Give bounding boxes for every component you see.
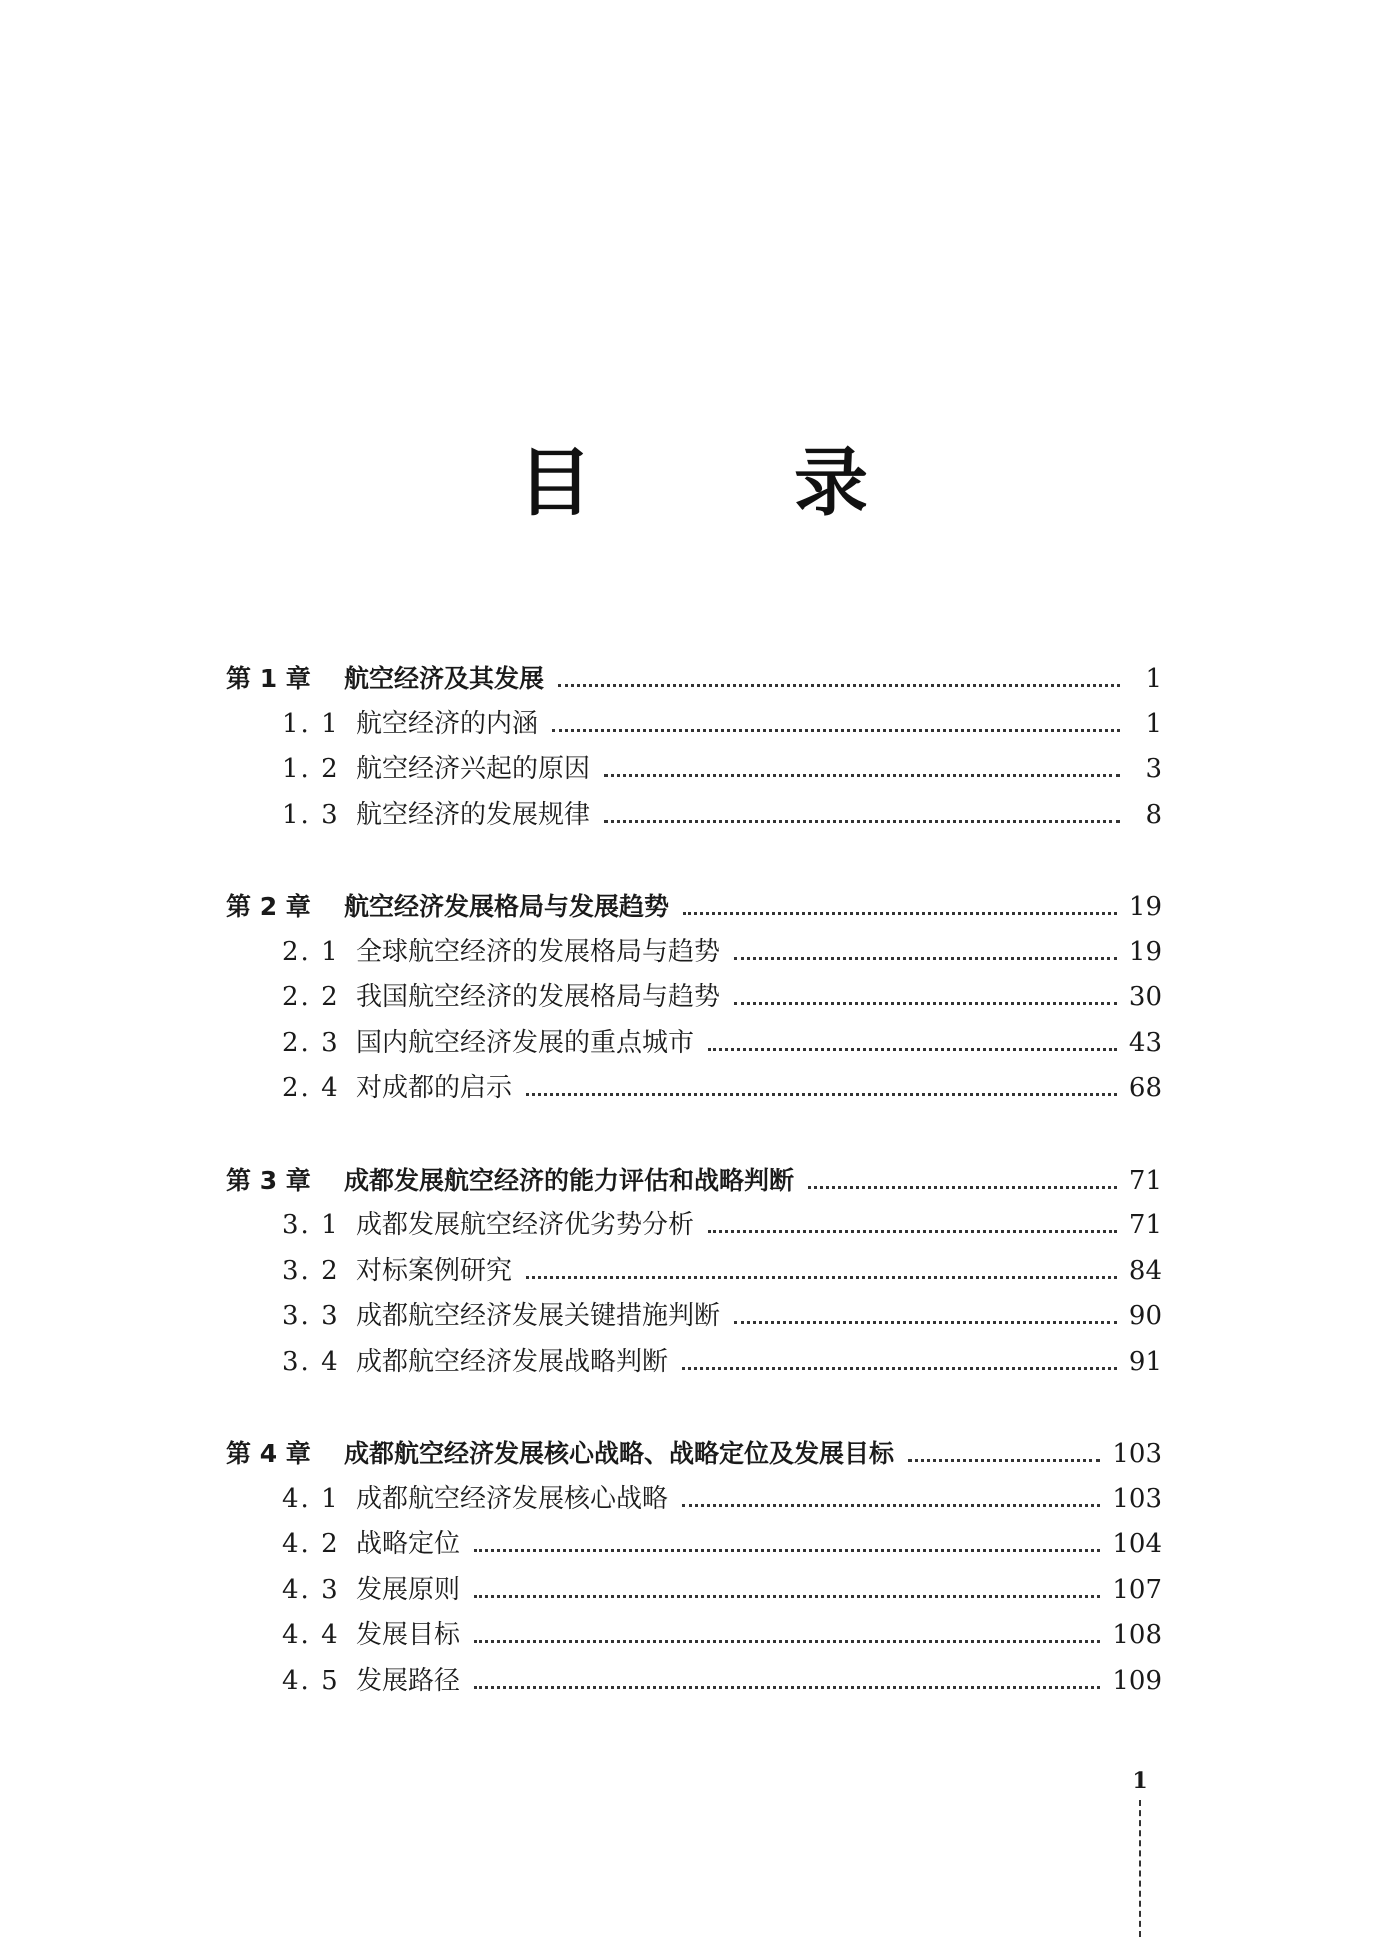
toc-chapter-entry-title: 成都发展航空经济的能力评估和战略判断 (344, 1165, 795, 1195)
toc-section-entry[interactable] (226, 1021, 1162, 1067)
toc-section-entry[interactable] (226, 1203, 1162, 1249)
toc-chapter-block (226, 1431, 1162, 1704)
dot-leader (682, 1367, 1117, 1370)
toc-section-entry-number: 2. 3 (282, 1027, 340, 1058)
toc-section-entry-page-number: 103 (1112, 1483, 1162, 1514)
dot-leader (908, 1459, 1100, 1462)
dot-leader (552, 729, 1120, 732)
dot-leader (474, 1640, 1100, 1643)
toc-section-entry-title: 战略定位 (356, 1529, 461, 1559)
toc-section-entry-number: 2. 4 (282, 1073, 340, 1103)
toc-section-entry[interactable] (226, 1066, 1162, 1112)
dot-leader (526, 1276, 1117, 1279)
dot-leader (474, 1686, 1100, 1689)
toc-section-entry-page-number: 68 (1128, 1073, 1162, 1103)
toc-section-entry-page-number: 19 (1128, 936, 1162, 967)
toc-section-entry-page-number: 90 (1128, 1301, 1162, 1331)
toc-chapter-entry[interactable] (226, 1431, 1162, 1477)
toc-section-entry-page-number: 108 (1112, 1620, 1162, 1650)
toc-section-entry-title: 发展目标 (356, 1620, 461, 1650)
toc-section-entry-number: 3. 2 (282, 1255, 340, 1286)
toc-section-entry-number: 1. 1 (282, 708, 340, 739)
dot-leader (604, 820, 1120, 823)
dot-leader (604, 774, 1120, 777)
toc-chapter-entry-number: 第 4 章 (226, 1439, 311, 1468)
toc-section-entry-number: 1. 3 (282, 799, 340, 830)
toc-section-entry[interactable] (226, 1568, 1162, 1614)
toc-chapter-entry-title: 成都航空经济发展核心战略、战略定位及发展目标 (344, 1439, 895, 1468)
toc-section-entry[interactable] (226, 930, 1162, 976)
toc-section-entry-number: 2. 1 (282, 936, 340, 967)
toc-section-entry-title: 航空经济的内涵 (356, 708, 539, 739)
toc-section-entry-page-number: 8 (1145, 799, 1162, 830)
toc-section-entry-number: 3. 3 (282, 1301, 340, 1331)
dot-leader (474, 1595, 1100, 1598)
toc-section-entry[interactable] (226, 702, 1162, 748)
toc-section-entry-number: 2. 2 (282, 982, 340, 1012)
toc-section-entry[interactable] (226, 1249, 1162, 1295)
dot-leader (474, 1549, 1100, 1552)
toc-section-entry-page-number: 1 (1145, 708, 1162, 739)
dot-leader (683, 912, 1117, 915)
toc-section-entry-page-number: 43 (1128, 1027, 1162, 1058)
toc-chapter-entry-title: 航空经济及其发展 (344, 664, 545, 693)
toc-section-entry-page-number: 71 (1128, 1210, 1162, 1240)
page-number: 1 (1132, 1768, 1148, 1794)
toc-section-entry[interactable] (226, 1340, 1162, 1386)
toc-section-entry-number: 3. 4 (282, 1346, 340, 1377)
toc-section-entry-page-number: 30 (1128, 982, 1162, 1012)
toc-chapter-entry-page-number: 1 (1145, 664, 1162, 694)
toc-section-entry-title: 成都航空经济发展核心战略 (356, 1483, 669, 1514)
toc-chapter-entry-number: 第 2 章 (226, 892, 311, 921)
toc-section-entry-page-number: 84 (1128, 1255, 1162, 1286)
toc-section-entry-title: 成都航空经济发展战略判断 (356, 1346, 669, 1377)
toc-chapter-entry[interactable] (226, 1158, 1162, 1204)
table-of-contents (226, 656, 1162, 1750)
toc-chapter-entry[interactable] (226, 884, 1162, 930)
toc-section-entry-page-number: 91 (1128, 1346, 1162, 1377)
toc-section-entry-number: 1. 2 (282, 754, 340, 784)
toc-section-entry-page-number: 104 (1112, 1529, 1162, 1559)
toc-section-entry-number: 4. 3 (282, 1574, 340, 1605)
toc-section-entry[interactable] (226, 747, 1162, 793)
toc-chapter-entry-page-number: 103 (1112, 1439, 1162, 1469)
toc-chapter-entry[interactable] (226, 656, 1162, 702)
toc-section-entry-page-number: 109 (1112, 1665, 1162, 1696)
toc-section-entry-title: 成都发展航空经济优劣势分析 (356, 1210, 695, 1240)
toc-section-entry-title: 成都航空经济发展关键措施判断 (356, 1301, 721, 1331)
toc-chapter-block (226, 656, 1162, 838)
dot-leader (526, 1093, 1117, 1096)
toc-chapter-block (226, 1158, 1162, 1386)
toc-section-entry[interactable] (226, 1294, 1162, 1340)
toc-section-entry-number: 4. 4 (282, 1620, 340, 1650)
toc-section-entry-page-number: 3 (1145, 754, 1162, 784)
toc-section-entry-title: 发展原则 (356, 1574, 461, 1605)
page-title: 目 录 (518, 439, 932, 526)
toc-section-entry-number: 4. 1 (282, 1483, 340, 1514)
toc-section-entry-title: 对标案例研究 (356, 1255, 513, 1286)
toc-section-entry[interactable] (226, 975, 1162, 1021)
toc-section-entry-title: 航空经济的发展规律 (356, 799, 591, 830)
toc-section-entry-title: 对成都的启示 (356, 1073, 513, 1103)
dot-leader (708, 1048, 1117, 1051)
toc-section-entry-page-number: 107 (1112, 1574, 1162, 1605)
toc-section-entry-title: 我国航空经济的发展格局与趋势 (356, 982, 721, 1012)
toc-section-entry[interactable] (226, 1522, 1162, 1568)
toc-chapter-block (226, 884, 1162, 1112)
toc-section-entry-number: 4. 5 (282, 1665, 340, 1696)
toc-section-entry[interactable] (226, 793, 1162, 839)
toc-section-entry-number: 3. 1 (282, 1210, 340, 1240)
toc-chapter-entry-page-number: 19 (1128, 892, 1162, 922)
toc-section-entry-title: 全球航空经济的发展格局与趋势 (356, 936, 721, 967)
dot-leader (808, 1186, 1117, 1189)
toc-chapter-entry-page-number: 71 (1128, 1165, 1162, 1196)
toc-section-entry-number: 4. 2 (282, 1529, 340, 1559)
toc-section-entry-title: 发展路径 (356, 1665, 461, 1696)
dot-leader (558, 684, 1120, 687)
toc-chapter-entry-number: 第 3 章 (226, 1165, 311, 1195)
toc-section-entry[interactable] (226, 1613, 1162, 1659)
dot-leader (734, 957, 1117, 960)
toc-chapter-entry-title: 航空经济发展格局与发展趋势 (344, 892, 670, 921)
toc-section-entry-title: 航空经济兴起的原因 (356, 754, 591, 784)
toc-chapter-entry-number: 第 1 章 (226, 664, 311, 693)
dot-leader (734, 1321, 1117, 1324)
toc-section-entry[interactable] (226, 1659, 1162, 1705)
dot-leader (734, 1002, 1117, 1005)
dot-leader (682, 1504, 1100, 1507)
dot-leader (708, 1230, 1117, 1233)
toc-section-entry[interactable] (226, 1477, 1162, 1523)
toc-section-entry-title: 国内航空经济发展的重点城市 (356, 1027, 695, 1058)
folio-dashed-rule (1139, 1800, 1141, 1937)
